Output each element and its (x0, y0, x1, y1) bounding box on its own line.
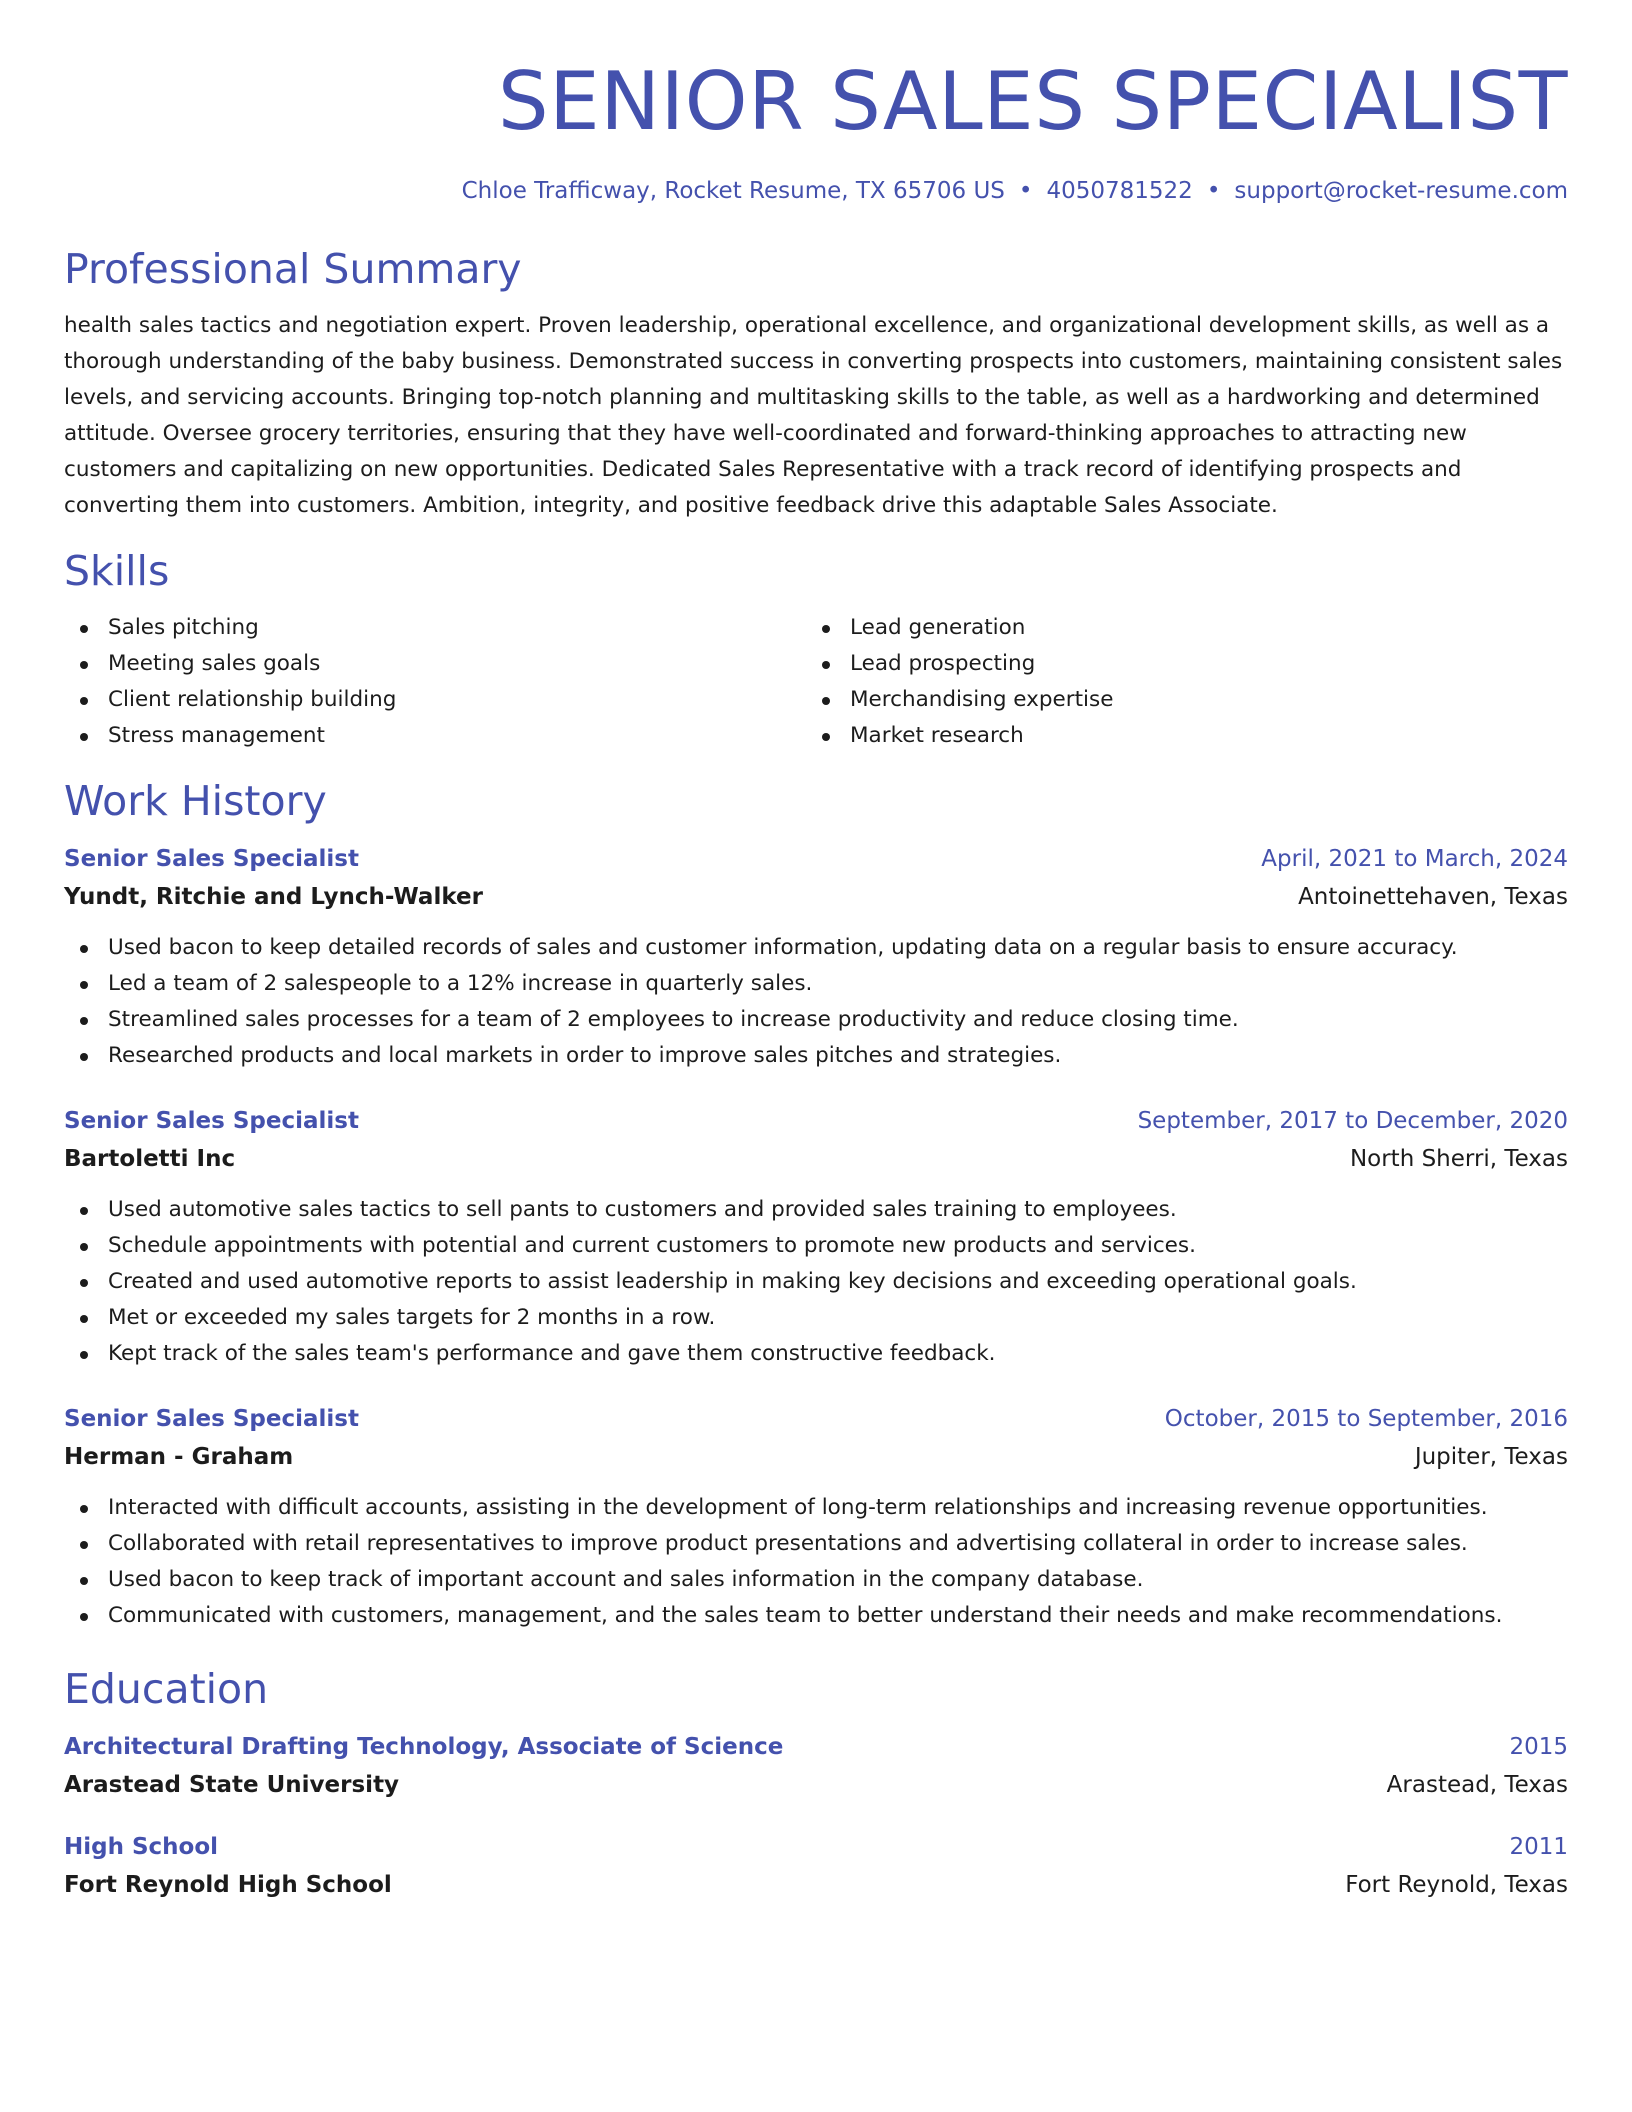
job-role: Senior Sales Specialist (64, 1406, 359, 1432)
contact-line (64, 176, 1568, 206)
contact-phone: 4050781522 (1046, 178, 1193, 204)
education-location: Fort Reynold, Texas (1345, 1872, 1568, 1898)
resume-page (64, 0, 1568, 1904)
skills-heading: Skills (64, 547, 170, 595)
job-location: Jupiter, Texas (1414, 1444, 1568, 1470)
job-company-row (64, 878, 1568, 916)
skill-item: Merchandising expertise (806, 682, 1548, 718)
job-location: Antoinettehaven, Texas (1298, 884, 1568, 910)
skill-item: Lead generation (806, 610, 1548, 646)
job-entry (64, 1400, 1568, 1634)
education-location: Arastead, Texas (1386, 1772, 1568, 1798)
education-degree: Architectural Drafting Technology, Associate of Science (64, 1734, 784, 1760)
job-header-row (64, 1102, 1568, 1140)
summary-text: health sales tactics and negotiation expert. Proven leadership, operational excellence, and organizational development skills, as well as a thorough understanding of the baby business. Demonstrated success in converting prospects into customers, maintaining consistent sales levels, and servicing accounts. Bringing top-notch planning and multitasking skills to the table, as well as a hardworking and determined attitude. Oversee grocery territories, ensuring that they have well-coordinated and forward-thinking approaches to attracting new customers and capitalizing on new opportunities. Dedicated Sales Representative with a track record of identifying prospects and converting them into customers. Ambition, integrity, and positive feedback drive this adaptable Sales Associate. (64, 313, 1563, 518)
job-role: Senior Sales Specialist (64, 846, 359, 872)
job-bullets (64, 1490, 1568, 1634)
work-history-heading: Work History (64, 777, 327, 825)
job-entry (64, 1102, 1568, 1372)
education-degree: High School (64, 1834, 219, 1860)
contact-email: support@rocket-resume.com (1234, 178, 1568, 204)
job-bullets (64, 930, 1568, 1074)
education-heading: Education (64, 1665, 269, 1713)
job-role: Senior Sales Specialist (64, 1108, 359, 1134)
job-header-row (64, 840, 1568, 878)
skills-grid (64, 610, 1568, 754)
skill-item: Market research (806, 718, 1548, 754)
job-bullet: Led a team of 2 salespeople to a 12% increase in quarterly sales. (64, 966, 1568, 1002)
skill-item: Meeting sales goals (64, 646, 806, 682)
education-year: 2011 (1509, 1834, 1568, 1860)
job-bullet: Used automotive sales tactics to sell pants to customers and provided sales training to employees. (64, 1192, 1568, 1228)
education-school: Fort Reynold High School (64, 1872, 392, 1898)
job-bullet: Researched products and local markets in order to improve sales pitches and strategies. (64, 1038, 1568, 1074)
skill-item: Stress management (64, 718, 806, 754)
contact-separator: • (1018, 178, 1033, 204)
job-dates: October, 2015 to September, 2016 (1164, 1406, 1568, 1432)
job-bullet: Met or exceeded my sales targets for 2 months in a row. (64, 1300, 1568, 1336)
education-header-row (64, 1828, 1568, 1866)
job-dates: September, 2017 to December, 2020 (1137, 1108, 1568, 1134)
education-school: Arastead State University (64, 1772, 400, 1798)
summary-heading: Professional Summary (64, 245, 522, 293)
job-header-row (64, 1400, 1568, 1438)
skill-item: Sales pitching (64, 610, 806, 646)
skill-item: Client relationship building (64, 682, 806, 718)
job-bullet: Interacted with difficult accounts, assisting in the development of long-term relationships and increasing revenue opportunities. (64, 1490, 1568, 1526)
skills-column-right (806, 610, 1548, 754)
job-bullet: Collaborated with retail representatives to improve product presentations and advertising collateral in order to increase sales. (64, 1526, 1568, 1562)
job-bullets (64, 1192, 1568, 1372)
job-company-row (64, 1438, 1568, 1476)
education-entry (64, 1728, 1568, 1804)
education-year: 2015 (1509, 1734, 1568, 1760)
job-entry (64, 840, 1568, 1074)
job-location: North Sherri, Texas (1349, 1146, 1568, 1172)
education-school-row (64, 1866, 1568, 1904)
job-company: Bartoletti Inc (64, 1146, 236, 1172)
job-bullet: Used bacon to keep detailed records of sales and customer information, updating data on a regular basis to ensure accuracy. (64, 930, 1568, 966)
education-header-row (64, 1728, 1568, 1766)
education-entry (64, 1828, 1568, 1904)
job-bullet: Communicated with customers, management, and the sales team to better understand their needs and make recommendations. (64, 1598, 1568, 1634)
job-dates: April, 2021 to March, 2024 (1261, 846, 1568, 872)
job-bullet: Streamlined sales processes for a team of 2 employees to increase productivity and reduce closing time. (64, 1002, 1568, 1038)
education-school-row (64, 1766, 1568, 1804)
contact-separator: • (1206, 178, 1221, 204)
job-bullet: Schedule appointments with potential and current customers to promote new products and services. (64, 1228, 1568, 1264)
job-bullet: Used bacon to keep track of important account and sales information in the company database. (64, 1562, 1568, 1598)
skill-item: Lead prospecting (806, 646, 1548, 682)
job-company-row (64, 1140, 1568, 1178)
job-bullet: Kept track of the sales team's performance and gave them constructive feedback. (64, 1336, 1568, 1372)
job-company: Herman - Graham (64, 1444, 294, 1470)
job-bullet: Created and used automotive reports to assist leadership in making key decisions and exceeding operational goals. (64, 1264, 1568, 1300)
skills-column-left (64, 610, 806, 754)
page-title: SENIOR SALES SPECIALIST (497, 55, 1568, 148)
job-company: Yundt, Ritchie and Lynch-Walker (64, 884, 483, 910)
contact-address: Chloe Trafficway, Rocket Resume, TX 65706 US (461, 178, 1005, 204)
